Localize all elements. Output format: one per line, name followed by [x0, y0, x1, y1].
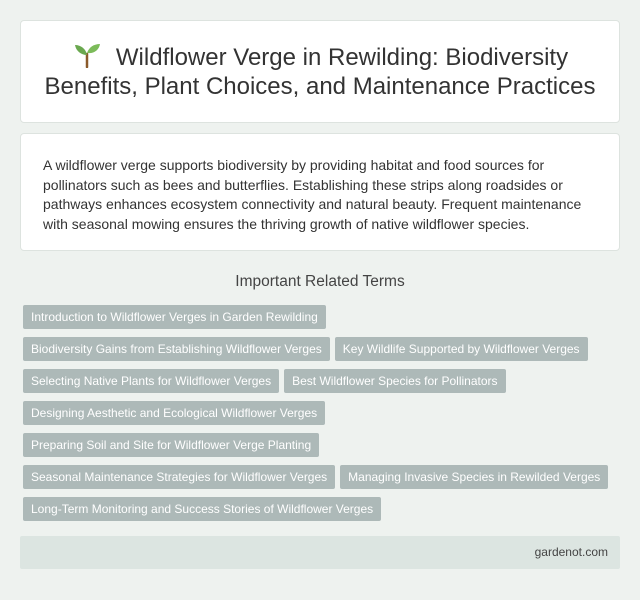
related-term-tag[interactable]: Long-Term Monitoring and Success Stories of Wildflower Verges	[23, 497, 381, 521]
related-term-tag[interactable]: Key Wildlife Supported by Wildflower Verges	[335, 337, 588, 361]
intro-card	[20, 133, 620, 251]
related-term-tag[interactable]: Biodiversity Gains from Establishing Wildflower Verges	[23, 337, 330, 361]
related-term-tag[interactable]: Managing Invasive Species in Rewilded Verges	[340, 465, 608, 489]
title-card	[20, 20, 620, 123]
related-terms-row	[23, 369, 623, 401]
related-terms-list	[23, 305, 623, 529]
related-term-tag[interactable]: Seasonal Maintenance Strategies for Wildflower Verges	[23, 465, 335, 489]
intro-paragraph: A wildflower verge supports biodiversity by providing habitat and food sources for pollinators such as bees and butterflies. Establishing these strips along roadsides or pathways enhances ecosystem connectivity and natural beauty. Frequent maintenance with seasonal mowing ensures the thriving growth of native wildflower species.	[43, 157, 582, 232]
related-terms-heading: Important Related Terms	[235, 273, 405, 290]
footer	[20, 536, 620, 569]
related-term-tag[interactable]: Designing Aesthetic and Ecological Wildflower Verges	[23, 401, 325, 425]
footer-site-link[interactable]: gardenot.com	[534, 545, 608, 559]
related-terms-row	[23, 337, 623, 369]
related-terms-row	[23, 305, 623, 337]
related-term-tag[interactable]: Introduction to Wildflower Verges in Garden Rewilding	[23, 305, 326, 329]
related-terms-row	[23, 465, 623, 497]
related-term-tag[interactable]: Preparing Soil and Site for Wildflower Verge Planting	[23, 433, 319, 457]
related-terms-row	[23, 497, 623, 529]
page-title-text: Wildflower Verge in Rewilding: Biodiversity Benefits, Plant Choices, and Maintenance Practices	[44, 44, 596, 100]
related-term-tag[interactable]: Best Wildflower Species for Pollinators	[284, 369, 505, 393]
related-terms-row	[23, 433, 623, 465]
page-title	[21, 42, 619, 101]
related-terms-row	[23, 401, 623, 433]
sprout-icon	[72, 42, 102, 68]
related-term-tag[interactable]: Selecting Native Plants for Wildflower Verges	[23, 369, 279, 393]
